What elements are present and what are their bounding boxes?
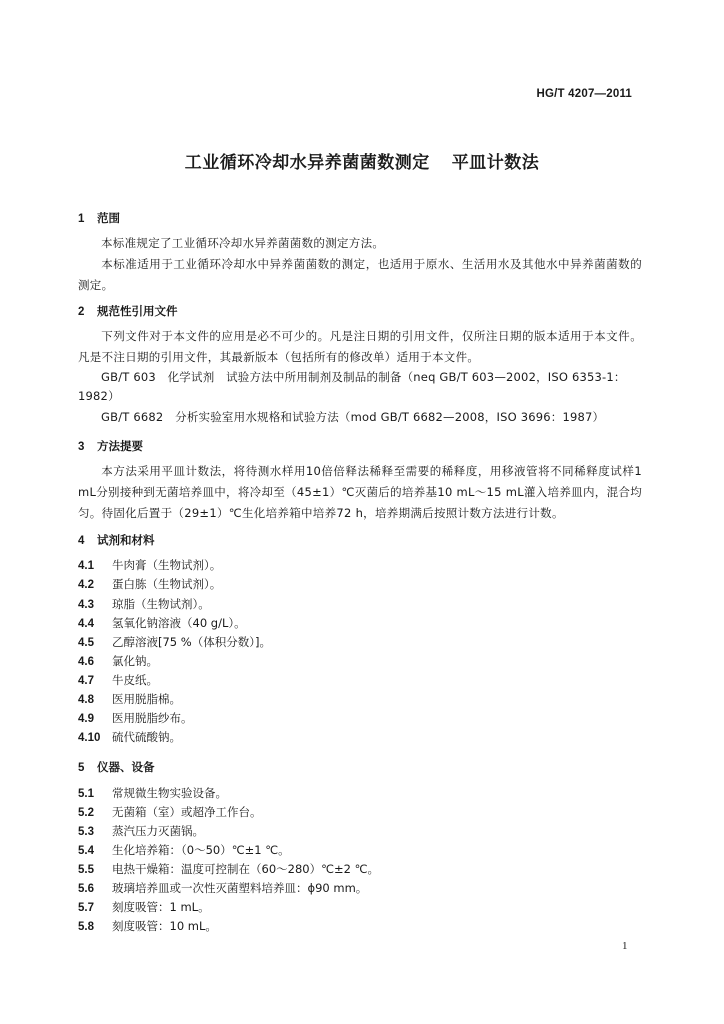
list-item <box>78 899 210 915</box>
item-number: 4.10 <box>78 732 101 744</box>
list-item <box>78 596 210 612</box>
item-number: 5.5 <box>78 864 94 876</box>
paragraph-text: 本标准适用于工业循环冷却水中异养菌菌数的测定，也适用于原水、生活用水及其他水中异养菌菌数的测定。 <box>78 257 642 292</box>
section-number: 5 <box>78 762 85 774</box>
section-title: 规范性引用文件 <box>97 304 178 318</box>
section-title: 方法提要 <box>97 439 143 453</box>
item-text: 生化培养箱：（0～50）℃±1 ℃。 <box>112 843 290 857</box>
list-item <box>78 615 246 631</box>
item-number: 5.8 <box>78 921 94 933</box>
item-text: 牛肉膏（生物试剂）。 <box>112 558 222 572</box>
list-item <box>78 710 193 726</box>
item-text: 无菌箱（室）或超净工作台。 <box>112 805 262 819</box>
list-item <box>78 576 221 592</box>
section-number: 3 <box>78 441 85 453</box>
item-text: 氯化钠。 <box>112 654 158 668</box>
paragraph-text: 本方法采用平皿计数法，将待测水样用10倍倍释法稀释至需要的稀释度，用移液管将不同稀释度试样1 mL分别接种到无菌培养皿中，将冷却至（45±1）℃灭菌后的培养基10 mL～15 mL灌入培养皿内，混合均匀。待固化后置于（29±1）℃生化培养箱中培养72 h，培养期满后按照计数方法进行计数。 <box>78 464 642 520</box>
standard-code: HG/T 4207—2011 <box>536 88 632 100</box>
list-item <box>78 785 227 801</box>
item-text: 常规微生物实验设备。 <box>112 786 227 800</box>
item-text: 蒸汽压力灭菌锅。 <box>112 824 204 838</box>
title-sub: 平皿计数法 <box>451 153 540 173</box>
list-item <box>78 557 221 573</box>
reference-text: GB/T 603 化学试剂 试验方法中所用制剂及制品的制备（neq GB/T 603—2002，ISO 6353-1：1982） <box>78 370 626 403</box>
item-number: 4.7 <box>78 675 94 687</box>
item-text: 氢氧化钠溶液（40 g/L）。 <box>112 616 246 630</box>
item-number: 4.3 <box>78 599 94 611</box>
item-number: 5.4 <box>78 845 94 857</box>
item-text: 电热干燥箱：温度可控制在（60～280）℃±2 ℃。 <box>112 862 380 876</box>
item-text: 玻璃培养皿或一次性灭菌塑料培养皿：ϕ90 mm。 <box>112 881 368 895</box>
item-number: 5.1 <box>78 788 94 800</box>
paragraph-text: 本标准规定了工业循环冷却水异养菌菌数的测定方法。 <box>101 236 385 250</box>
item-number: 4.8 <box>78 694 94 706</box>
section-number: 1 <box>78 213 85 225</box>
section-1-para-2 <box>78 254 642 296</box>
page-title <box>0 148 724 173</box>
item-number: 5.3 <box>78 826 94 838</box>
section-1-heading <box>78 210 120 226</box>
item-text: 刻度吸管：1 mL。 <box>112 900 210 914</box>
title-main: 工业循环冷却水异养菌菌数测定 <box>184 153 430 173</box>
item-number: 5.6 <box>78 883 94 895</box>
item-text: 医用脱脂棉。 <box>112 692 181 706</box>
item-number: 5.2 <box>78 807 94 819</box>
item-number: 4.9 <box>78 713 94 725</box>
section-title: 仪器、设备 <box>97 760 155 774</box>
section-number: 2 <box>78 306 85 318</box>
section-3-heading <box>78 438 143 454</box>
list-item <box>78 672 158 688</box>
list-item <box>78 823 204 839</box>
list-item <box>78 804 262 820</box>
reference-gbt-603 <box>78 368 642 406</box>
section-number: 4 <box>78 535 85 547</box>
section-1-para-1 <box>78 233 642 254</box>
item-text: 硫代硫酸钠。 <box>112 730 181 744</box>
item-number: 5.7 <box>78 902 94 914</box>
list-item <box>78 918 217 934</box>
section-title: 试剂和材料 <box>97 533 155 547</box>
reference-text: GB/T 6682 分析实验室用水规格和试验方法（mod GB/T 6682—2008，ISO 3696：1987） <box>101 410 605 424</box>
page-number: 1 <box>622 940 628 952</box>
list-item <box>78 691 181 707</box>
section-3-para-1 <box>78 461 642 524</box>
section-2-heading <box>78 303 178 319</box>
list-item <box>78 653 158 669</box>
item-text: 刻度吸管：10 mL。 <box>112 919 217 933</box>
item-text: 医用脱脂纱布。 <box>112 711 193 725</box>
list-item <box>78 842 290 858</box>
item-number: 4.4 <box>78 618 94 630</box>
section-title: 范围 <box>97 211 120 225</box>
item-text: 乙醇溶液[75 %（体积分数）]。 <box>112 635 271 649</box>
item-text: 牛皮纸。 <box>112 673 158 687</box>
list-item <box>78 861 379 877</box>
item-number: 4.2 <box>78 579 94 591</box>
item-number: 4.5 <box>78 637 94 649</box>
item-number: 4.6 <box>78 656 94 668</box>
item-number: 4.1 <box>78 560 94 572</box>
paragraph-text: 下列文件对于本文件的应用是必不可少的。凡是注日期的引用文件，仅所注日期的版本适用于本文件。凡是不注日期的引用文件，其最新版本（包括所有的修改单）适用于本文件。 <box>78 329 642 364</box>
reference-gbt-6682 <box>78 408 642 427</box>
list-item <box>78 634 271 650</box>
section-5-heading <box>78 759 155 775</box>
item-text: 蛋白胨（生物试剂）。 <box>112 577 222 591</box>
list-item <box>78 880 367 896</box>
section-2-para-1 <box>78 326 642 368</box>
list-item <box>78 729 181 745</box>
section-4-heading <box>78 532 155 548</box>
item-text: 琼脂（生物试剂）。 <box>112 597 210 611</box>
